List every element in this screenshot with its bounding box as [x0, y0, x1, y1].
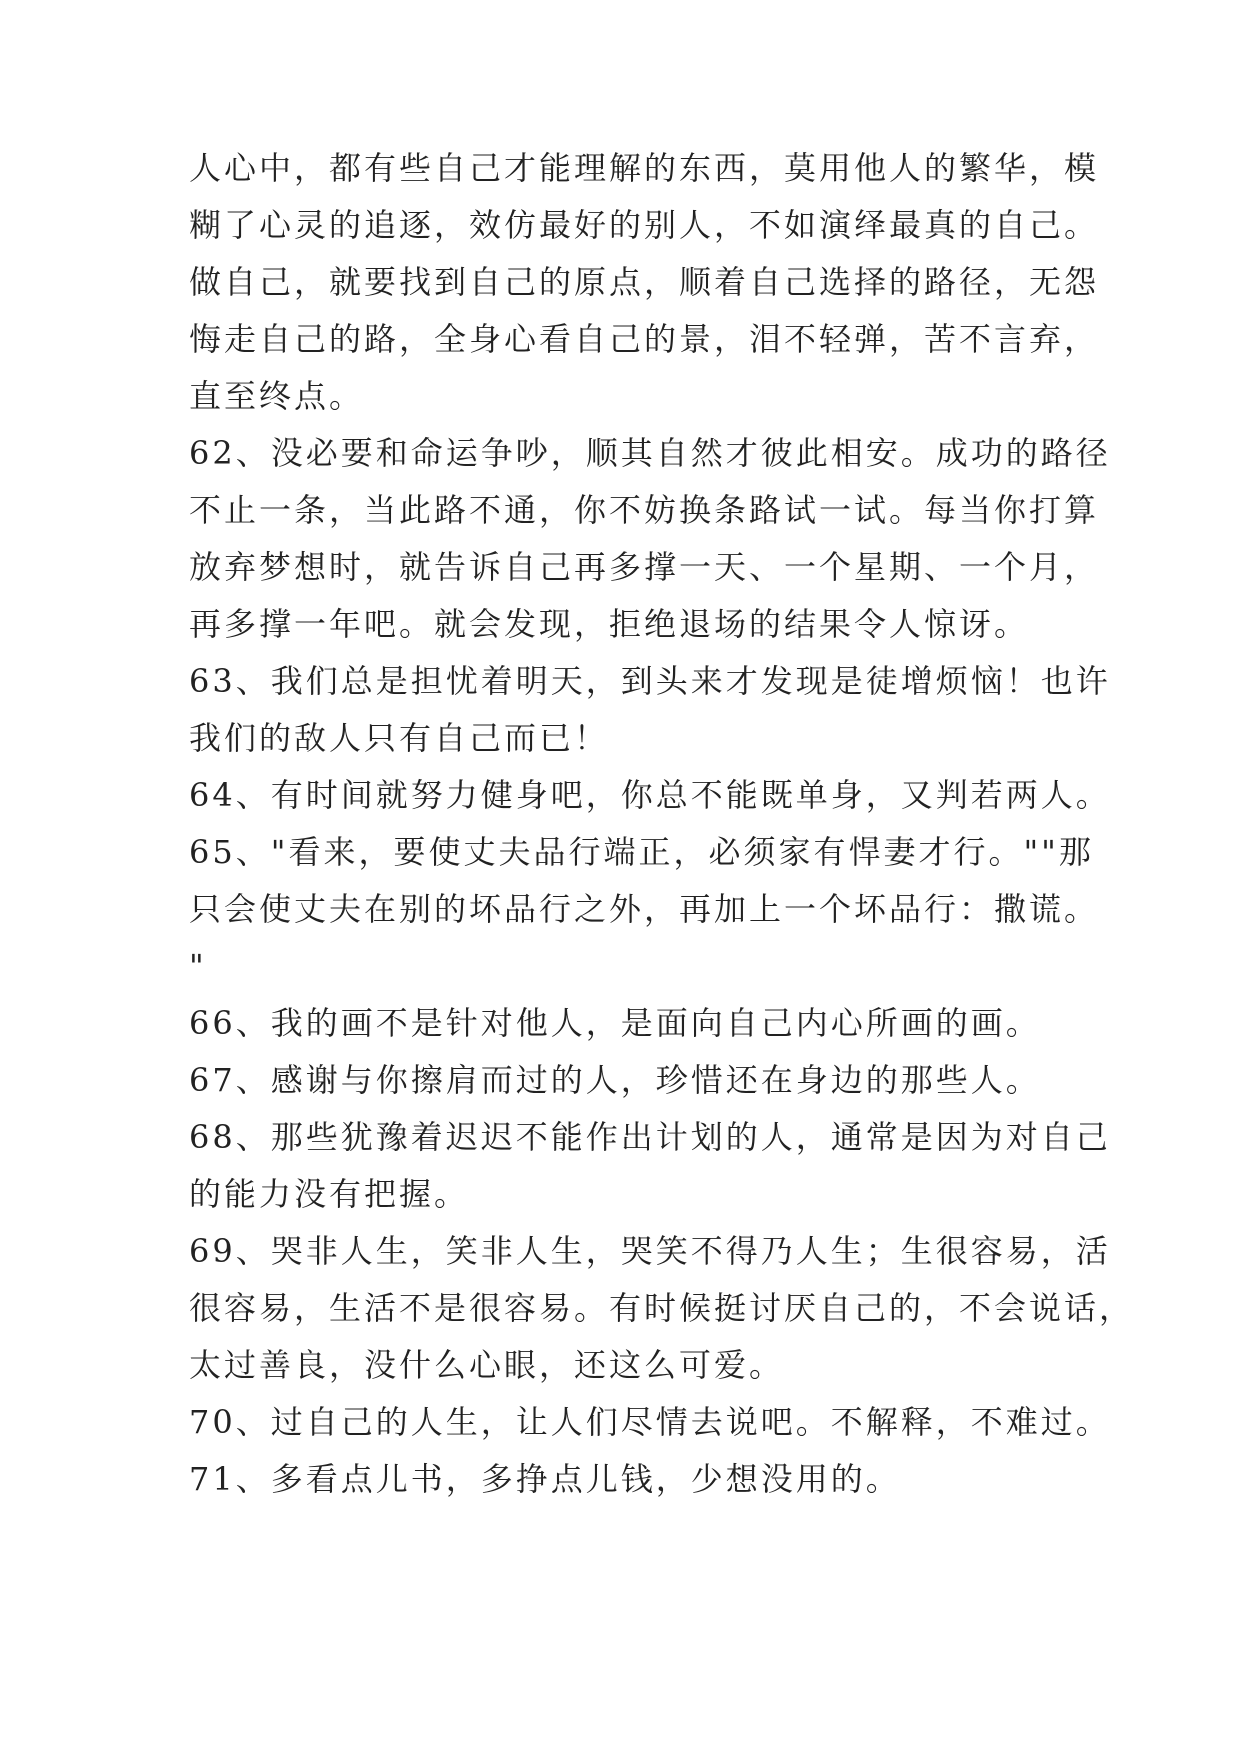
- text-line: 只会使丈夫在别的坏品行之外，再加上一个坏品行：撒谎。: [189, 890, 1100, 928]
- text-line: 68、那些犹豫着迟迟不能作出计划的人，通常是因为对自己: [189, 1118, 1111, 1156]
- text-line: 71、多看点儿书，多挣点儿钱，少想没用的。: [189, 1460, 901, 1498]
- text-line: 很容易，生活不是很容易。有时候挺讨厌自己的，不会说话，: [189, 1289, 1135, 1327]
- text-line: 直至终点。: [189, 377, 365, 415]
- text-line: 放弃梦想时，就告诉自己再多撑一天、一个星期、一个月，: [189, 548, 1100, 586]
- text-line: 做自己，就要找到自己的原点，顺着自己选择的路径，无怨: [189, 263, 1100, 301]
- text-line: 63、我们总是担忧着明天，到头来才发现是徒增烦恼！也许: [189, 662, 1111, 700]
- text-line: 太过善良，没什么心眼，还这么可爱。: [189, 1346, 785, 1384]
- text-line: 不止一条，当此路不通，你不妨换条路试一试。每当你打算: [189, 491, 1100, 529]
- text-line: 70、过自己的人生，让人们尽情去说吧。不解释，不难过。: [189, 1403, 1111, 1441]
- text-line: 64、有时间就努力健身吧，你总不能既单身，又判若两人。: [189, 776, 1111, 814]
- text-line: 69、哭非人生，笑非人生，哭笑不得乃人生；生很容易，活: [189, 1232, 1111, 1270]
- text-line: 67、感谢与你擦肩而过的人，珍惜还在身边的那些人。: [189, 1061, 1041, 1099]
- text-line: 人心中，都有些自己才能理解的东西，莫用他人的繁华，模: [189, 149, 1100, 187]
- text-line: ": [189, 947, 207, 985]
- text-line: 62、没必要和命运争吵，顺其自然才彼此相安。成功的路径: [189, 434, 1111, 472]
- text-line: 66、我的画不是针对他人，是面向自己内心所画的画。: [189, 1004, 1041, 1042]
- text-line: 65、"看来，要使丈夫品行端正，必须家有悍妻才行。""那: [189, 833, 1094, 871]
- text-line: 的能力没有把握。: [189, 1175, 470, 1213]
- text-line: 糊了心灵的追逐，效仿最好的别人，不如演绎最真的自己。: [189, 206, 1100, 244]
- text-line: 我们的敌人只有自己而已！: [189, 719, 610, 757]
- text-line: 再多撑一年吧。就会发现，拒绝退场的结果令人惊讶。: [189, 605, 1030, 643]
- text-line: 悔走自己的路，全身心看自己的景，泪不轻弹，苦不言弃，: [189, 320, 1100, 358]
